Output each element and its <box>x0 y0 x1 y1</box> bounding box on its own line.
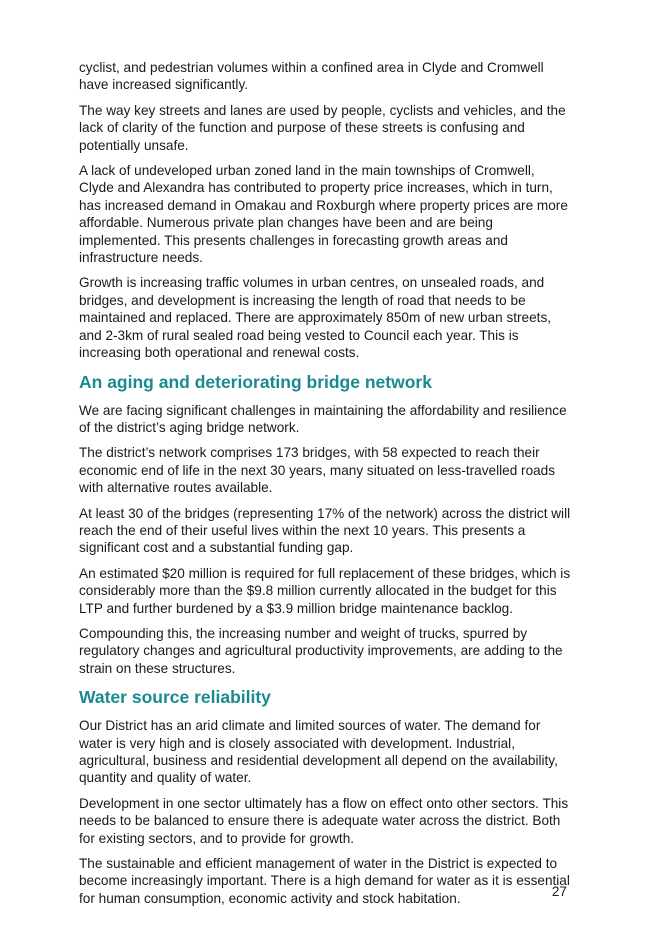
bridge-paragraph-5: Compounding this, the increasing number and weight of trucks, spurred by regulatory changes and agricultural productivity improvements, are adding to the strain on these structures. <box>79 625 563 676</box>
page-number: 27 <box>551 884 567 899</box>
water-paragraph-2: Development in one sector ultimately has a flow on effect onto other sectors. This needs to be balanced to ensure there is adequate water across the district. Both for existing sectors, and to provide for growth. <box>79 795 569 846</box>
intro-paragraph-2: The way key streets and lanes are used by people, cyclists and vehicles, and the lack of clarity of the function and purpose of these streets is confusing and potentially unsafe. <box>79 102 566 153</box>
bridge-paragraph-4: An estimated $20 million is required for full replacement of these bridges, which is considerably more than the $9.8 million currently allocated in the budget for this LTP and further burdened by a $3.9 million bridge maintenance backlog. <box>79 565 571 616</box>
intro-paragraph-4: Growth is increasing traffic volumes in urban centres, on unsealed roads, and bridges, and development is increasing the length of road that needs to be maintained and replaced. There are approximately 850m of new urban streets, and 2-3km of rural sealed road being vested to Council each year. This is increasing both operational and renewal costs. <box>79 275 552 361</box>
water-section-heading: Water source reliability <box>79 687 271 708</box>
document-body <box>79 59 571 915</box>
intro-paragraph-3: A lack of undeveloped urban zoned land in the main townships of Cromwell, Clyde and Alexandra has contributed to property price increases, which in turn, has increased demand in Omakau and Roxburgh where property prices are more affordable. Numerous private plan changes have been and are being implemented. This presents challenges in forecasting growth areas and infrastructure needs. <box>79 163 568 266</box>
water-paragraph-1: Our District has an arid climate and limited sources of water. The demand for water is very high and is closely associated with development. Industrial, agricultural, business and residential development all depend on the availability, quantity and quality of water. <box>79 718 558 786</box>
bridge-paragraph-3: At least 30 of the bridges (representing 17% of the network) across the district will reach the end of their useful lives within the next 10 years. This presents a significant cost and a substantial funding gap. <box>79 505 571 556</box>
bridge-paragraph-2: The district’s network comprises 173 bridges, with 58 expected to reach their economic end of life in the next 30 years, many situated on less-travelled roads with alternative routes available. <box>79 445 556 496</box>
intro-paragraph-1: cyclist, and pedestrian volumes within a confined area in Clyde and Cromwell have increased significantly. <box>79 60 544 93</box>
bridge-section-heading: An aging and deteriorating bridge network <box>79 371 432 392</box>
bridge-paragraph-1: We are facing significant challenges in maintaining the affordability and resilience of the district’s aging bridge network. <box>79 402 567 435</box>
water-paragraph-3: The sustainable and efficient management of water in the District is expected to become increasingly important. There is a high demand for water as it is essential for human consumption, economic activity and stock habitation. <box>79 856 570 906</box>
